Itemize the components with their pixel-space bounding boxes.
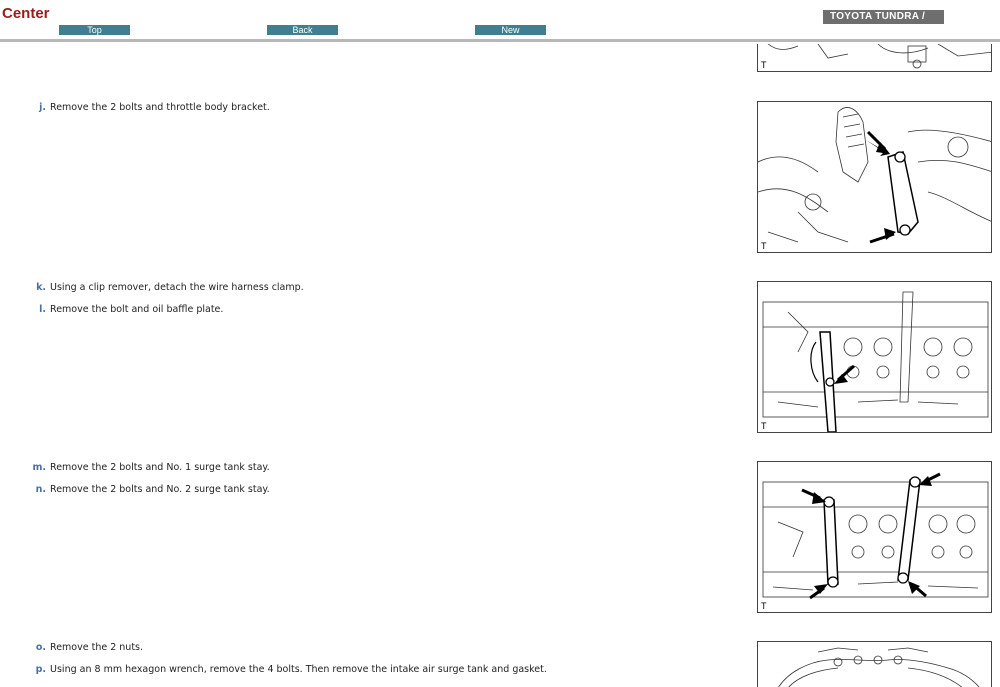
illustration-surge-tank <box>757 641 992 687</box>
back-button[interactable]: Back <box>267 25 338 35</box>
step-letter: k. <box>36 282 46 293</box>
step-text: Remove the 2 bolts and No. 2 surge tank stay. <box>50 484 270 495</box>
figure-label: T <box>761 241 767 251</box>
step-text: Remove the 2 nuts. <box>50 642 144 653</box>
app-title: Center <box>2 5 50 22</box>
step-letter: p. <box>35 664 46 675</box>
step-k <box>28 282 304 293</box>
step-letter: j. <box>39 102 46 113</box>
figure-label: T <box>761 421 767 431</box>
step-letter: m. <box>32 462 46 473</box>
illustration-previous <box>757 44 992 72</box>
step-letter: n. <box>35 484 46 495</box>
model-badge: TOYOTA TUNDRA / <box>823 10 944 24</box>
step-o <box>28 642 143 653</box>
header-divider <box>0 39 1000 42</box>
step-letter: l. <box>39 304 46 315</box>
illustration-surge-tank-stays <box>757 461 992 613</box>
header-bar <box>0 0 1000 40</box>
figure-label: T <box>761 601 767 611</box>
illustration-oil-baffle <box>757 281 992 433</box>
illustration-throttle-bracket <box>757 101 992 253</box>
step-l <box>28 304 223 315</box>
step-j <box>28 102 270 113</box>
engine-drawing <box>758 44 992 72</box>
step-text: Remove the bolt and oil baffle plate. <box>50 304 224 315</box>
step-text: Using an 8 mm hexagon wrench, remove the 4 bolts. Then remove the intake air surge tank and gasket. <box>50 664 547 675</box>
step-m <box>28 462 270 473</box>
engine-drawing <box>758 642 992 687</box>
step-letter: o. <box>35 642 46 653</box>
top-button[interactable]: Top <box>59 25 130 35</box>
engine-drawing <box>758 462 992 613</box>
step-text: Remove the 2 bolts and No. 1 surge tank stay. <box>50 462 270 473</box>
step-text: Using a clip remover, detach the wire harness clamp. <box>50 282 304 293</box>
step-p <box>28 664 547 675</box>
engine-drawing <box>758 102 992 253</box>
figure-label: T <box>761 60 767 70</box>
step-n <box>28 484 270 495</box>
engine-drawing <box>758 282 992 433</box>
new-button[interactable]: New <box>475 25 546 35</box>
step-text: Remove the 2 bolts and throttle body bracket. <box>50 102 270 113</box>
